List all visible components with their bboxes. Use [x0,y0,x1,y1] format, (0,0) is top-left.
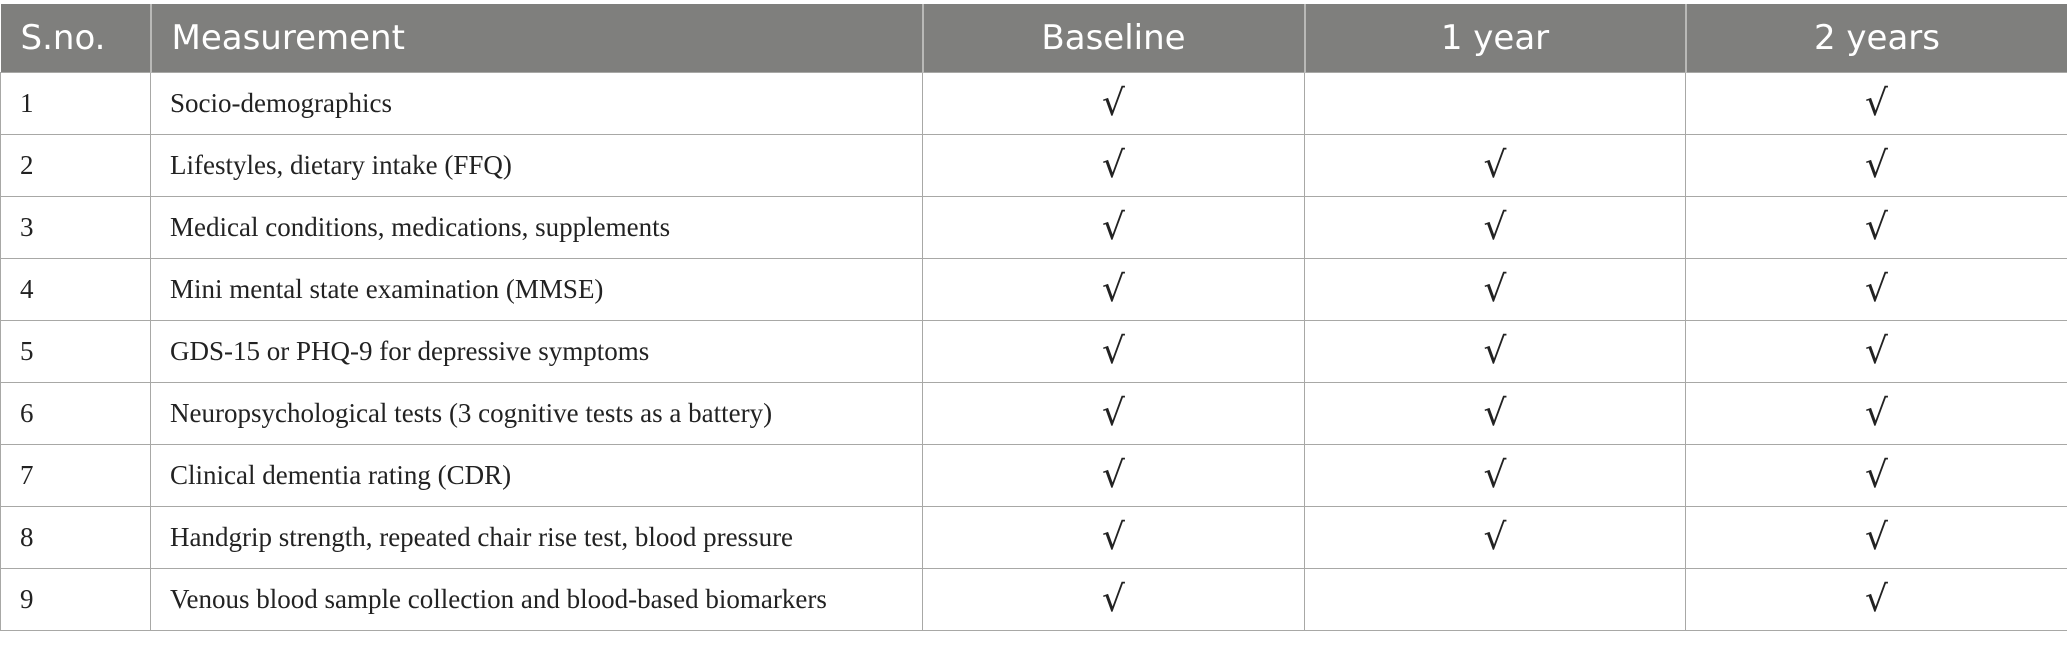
table-body [1,73,2067,631]
cell-measurement: Mini mental state examination (MMSE) [151,259,923,321]
cell-1-year-check: √ [1305,507,1686,569]
table-row [1,445,2067,507]
cell-sno: 4 [1,259,151,321]
cell-2-years-check: √ [1686,135,2067,197]
table-row [1,73,2067,135]
table-row [1,321,2067,383]
cell-measurement: Lifestyles, dietary intake (FFQ) [151,135,923,197]
cell-1-year-check: √ [1305,445,1686,507]
header-measurement: Measurement [151,4,923,73]
cell-sno: 5 [1,321,151,383]
cell-measurement: Venous blood sample collection and blood-based biomarkers [151,569,923,631]
cell-measurement: Clinical dementia rating (CDR) [151,445,923,507]
header-sno: S.no. [1,4,151,73]
cell-2-years-check: √ [1686,321,2067,383]
table-row [1,383,2067,445]
cell-measurement: Socio-demographics [151,73,923,135]
cell-baseline-check: √ [923,383,1305,445]
cell-baseline-check: √ [923,197,1305,259]
table-row [1,507,2067,569]
table-row [1,259,2067,321]
cell-baseline-check: √ [923,445,1305,507]
cell-measurement: GDS-15 or PHQ-9 for depressive symptoms [151,321,923,383]
cell-1-year-check: √ [1305,135,1686,197]
table-header [1,4,2067,73]
header-2-years: 2 years [1686,4,2067,73]
cell-measurement: Neuropsychological tests (3 cognitive tests as a battery) [151,383,923,445]
cell-1-year-check: √ [1305,259,1686,321]
header-row [1,4,2067,73]
cell-sno: 7 [1,445,151,507]
cell-1-year-check: √ [1305,383,1686,445]
cell-sno: 3 [1,197,151,259]
cell-1-year-check [1305,569,1686,631]
cell-baseline-check: √ [923,569,1305,631]
measurement-schedule-table-container [0,4,2067,631]
cell-sno: 2 [1,135,151,197]
measurement-schedule-table [0,4,2067,631]
cell-sno: 8 [1,507,151,569]
cell-2-years-check: √ [1686,197,2067,259]
cell-2-years-check: √ [1686,383,2067,445]
cell-measurement: Medical conditions, medications, supplements [151,197,923,259]
cell-baseline-check: √ [923,321,1305,383]
cell-sno: 6 [1,383,151,445]
cell-2-years-check: √ [1686,259,2067,321]
cell-baseline-check: √ [923,259,1305,321]
cell-baseline-check: √ [923,135,1305,197]
table-row [1,197,2067,259]
cell-baseline-check: √ [923,73,1305,135]
cell-2-years-check: √ [1686,507,2067,569]
cell-2-years-check: √ [1686,73,2067,135]
cell-1-year-check: √ [1305,197,1686,259]
header-baseline: Baseline [923,4,1305,73]
cell-1-year-check [1305,73,1686,135]
cell-baseline-check: √ [923,507,1305,569]
header-1-year: 1 year [1305,4,1686,73]
cell-2-years-check: √ [1686,569,2067,631]
cell-sno: 1 [1,73,151,135]
cell-1-year-check: √ [1305,321,1686,383]
cell-2-years-check: √ [1686,445,2067,507]
cell-sno: 9 [1,569,151,631]
table-row [1,569,2067,631]
cell-measurement: Handgrip strength, repeated chair rise test, blood pressure [151,507,923,569]
table-row [1,135,2067,197]
